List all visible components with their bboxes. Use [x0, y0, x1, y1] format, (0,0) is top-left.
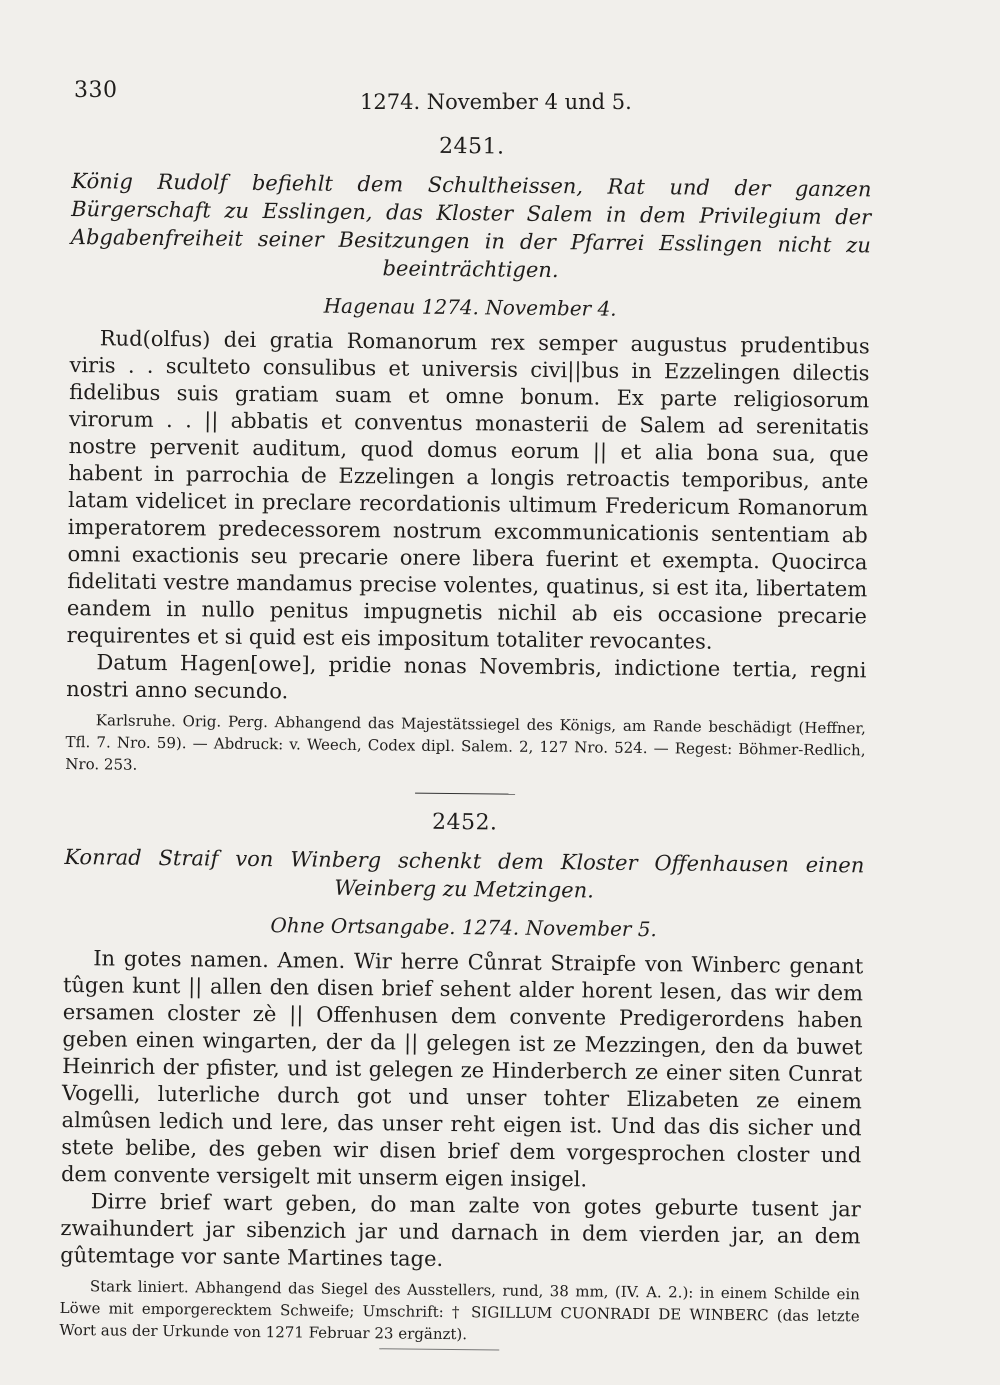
document-dating-clause: Dirre brief wart geben, do man zalte von gotes geburte tusent jar zwaihundert jar sibenzich jar und darnach in dem vierden jar, an dem gûtemtage vor sante Martines tage.: [60, 1189, 861, 1271]
document-dating-clause: Datum Hagen[owe], pridie nonas Novembris, indictione tertia, regni nostri anno secundo.: [66, 650, 867, 704]
page-number: 330: [74, 78, 118, 103]
document-notes: Stark liniert. Abhangend das Siegel des Ausstellers, rund, 38 mm, (IV. A. 2.): in einem Schilde ein Löwe mit emporgerecktem Schweife; Umschrift: † SIGILLUM CUONRADI DE WINBERC (das letzte Wort aus der Urkunde von 1271 Februar 23 ergänzt).: [59, 1277, 860, 1344]
document-body-paragraph: In gotes namen. Amen. Wir herre Cůnrat Straipfe von Winberc genant tûgen kunt || allen den disen brief sehent alder horent lesen, das wir dem ersamen closter zè || Offenhusen dem convente Predigerordens haben geben einen wingarten, der da || gelegen ist ze Mezzingen, den da buwet Heinrich der pfister, und ist gelegen ze Hinderberch ze einer siten Cunrat Vogelli, luterliche durch got und unser tohter Elizabeten ze einem almûsen ledich und lere, das unser reht eigen ist. Und das dis sicher und stete belibe, des geben wir disen brief dem vorgesprochen closter und dem convente versigelt mit unserm eigen insigel.: [60, 946, 864, 1192]
document-summary: König Rudolf befiehlt dem Schultheissen, Rat und der ganzen Bürgerschaft zu Esslingen, das Kloster Salem in dem Privilegium der Abgabenfreiheit seiner Besitzungen in der Pfarrei Esslingen nicht zu beeinträchtigen.: [70, 168, 872, 283]
document-place-date: Ohne Ortsangabe. 1274. November 5.: [270, 913, 657, 942]
document-summary: Konrad Straif von Winberg schenkt dem Kloster Offenhausen einen Weinberg zu Metzingen.: [64, 844, 865, 903]
running-head: 1274. November 4 und 5.: [360, 90, 632, 114]
section-divider: [415, 793, 515, 795]
document-number: 2452.: [431, 809, 498, 836]
document-notes: Karlsruhe. Orig. Perg. Abhangend das Majestätssiegel des Königs, am Rande beschädigt (Heffner, Tfl. 7. Nro. 59). — Abdruck: v. Weech, Codex dipl. Salem. 2, 127 Nro. 524. — Regest: Böhmer-Redlich, Nro. 253.: [65, 711, 866, 774]
document-body-paragraph: Rud(olfus) dei gratia Romanorum rex semper augustus prudentibus viris . . sculteto consulibus et universis civi||bus in Ezzelingen dilectis fidelibus suis gratiam suam et omne bonum. Ex parte religiosorum virorum . . || abbatis et conventus monasterii de Salem ad serenitatis nostre pervenit auditum, quod domus eorum || et alia bona sua, que habent in parrochia de Ezzelingen a longis retroactis temporibus, ante latam videlicet in preclare recordationis ultimum Fredericum Romanorum imperatorem predecessorem nostrum excommunicationis sententiam ab omni exactionis seu precarie onere libera fuerint et exempta. Quocirca fidelitati vestre mandamus precise volentes, quatinus, si est ita, libertatem eandem in nullo penitus impugnetis nichil ab eis occasione precarie requirentes et si quid est eis impositum totaliter revocantes.: [66, 326, 870, 654]
document-place-date: Hagenau 1274. November 4.: [323, 293, 617, 321]
document-number: 2451.: [438, 133, 505, 160]
page-content: [59, 130, 872, 1354]
document-entry: [65, 130, 872, 783]
document-entry: [59, 806, 865, 1354]
end-rule: [379, 1348, 499, 1350]
